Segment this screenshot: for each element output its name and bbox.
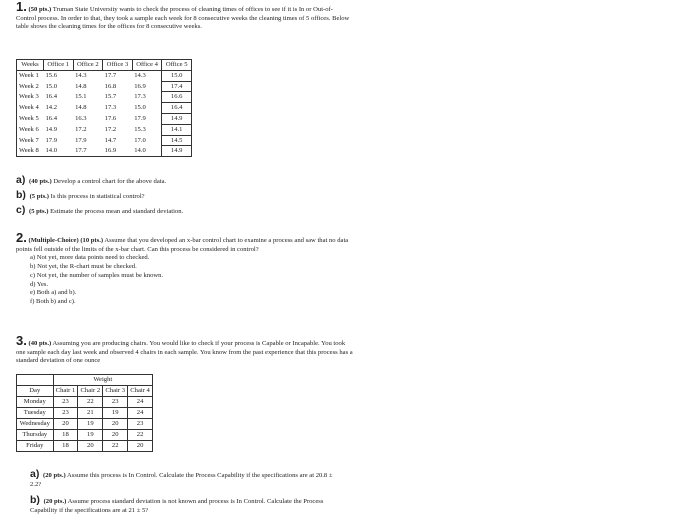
table-cell: 16.6 bbox=[162, 92, 192, 103]
row-label: Tuesday bbox=[17, 408, 54, 419]
table-cell: 23 bbox=[53, 397, 78, 408]
column-header: Weeks bbox=[17, 60, 44, 71]
question-2-options bbox=[16, 254, 351, 306]
table-cell: 14.5 bbox=[162, 135, 192, 146]
table-cell: 21 bbox=[78, 408, 103, 419]
table-group-header-row bbox=[17, 375, 153, 386]
table-header-row bbox=[17, 386, 153, 397]
table-cell: 15.6 bbox=[45, 72, 58, 80]
question-3-text: Assuming you are producing chairs. You would like to check if your process is Capable or Incapable. You took one sample each day last week and observed 4 chairs in each sample. You know from the past experience that this process has a standard deviation of one ounce bbox=[16, 340, 353, 365]
table-cell: 15.1 bbox=[75, 93, 87, 101]
question-1-points: (50 pts.) bbox=[28, 6, 52, 13]
table-cell: 17.9 bbox=[45, 136, 58, 144]
question-1-part-c bbox=[16, 206, 183, 217]
table-cell: 20 bbox=[103, 419, 128, 430]
column-header: Office 3 bbox=[103, 60, 133, 71]
table-row bbox=[17, 408, 153, 419]
table-cell: 24 bbox=[128, 408, 153, 419]
column-header: Chair 3 bbox=[103, 386, 128, 397]
question-2-number: 2. bbox=[16, 230, 27, 245]
option-f: f) Both b) and c). bbox=[30, 297, 76, 305]
table-row bbox=[17, 397, 153, 408]
table-cell: 14.1 bbox=[162, 124, 192, 135]
question-2-points: (Multiple-Choice) (10 pts.) bbox=[28, 237, 104, 244]
part-letter: a) bbox=[16, 174, 26, 186]
question-3 bbox=[16, 333, 356, 366]
column-header: Office 4 bbox=[132, 60, 162, 71]
table-cell: 23 bbox=[53, 408, 78, 419]
table-cell: 17.4 bbox=[162, 81, 192, 92]
part-text: Is this process in statistical control? bbox=[50, 193, 145, 200]
question-3-number: 3. bbox=[16, 333, 27, 348]
part-text: Assume this process is In Control. Calculate the Process Capability if the specifications are at 20.8 ± 2.2? bbox=[30, 472, 333, 488]
table-cell: 14.9 bbox=[162, 113, 192, 124]
cleaning-times-table bbox=[16, 59, 192, 157]
table-row bbox=[17, 113, 192, 124]
option-a: a) Not yet, more data points need to checked. bbox=[30, 254, 150, 262]
part-letter: b) bbox=[30, 494, 40, 506]
table-cell: 15.0 bbox=[162, 70, 192, 81]
row-label: Monday bbox=[17, 397, 54, 408]
option-c: c) Not yet, the number of samples must be known. bbox=[30, 271, 164, 279]
blank-cell bbox=[17, 375, 54, 386]
table-row bbox=[17, 103, 192, 114]
column-header: Chair 1 bbox=[53, 386, 78, 397]
table-cell: 20 bbox=[78, 441, 103, 452]
table-row bbox=[17, 70, 192, 81]
part-letter: b) bbox=[16, 189, 26, 201]
part-points: (5 pts.) bbox=[29, 208, 49, 215]
part-points: (20 pts.) bbox=[43, 472, 66, 479]
table-cell: 22 bbox=[78, 397, 103, 408]
option-d: d) Yes. bbox=[30, 280, 49, 288]
table-cell: 14.7 bbox=[104, 136, 117, 144]
table-row bbox=[17, 430, 153, 441]
table-cell: 16.4 bbox=[45, 93, 58, 101]
part-points: (5 pts.) bbox=[29, 193, 49, 200]
question-3-points: (40 pts.) bbox=[28, 340, 52, 347]
row-label: Week 3 bbox=[19, 93, 39, 101]
group-header: Weight bbox=[53, 375, 152, 386]
part-text: Develop a control chart for the above data. bbox=[53, 178, 167, 185]
row-label: Wednesday bbox=[17, 419, 54, 430]
table-row bbox=[17, 81, 192, 92]
table-cell: 16.4 bbox=[162, 103, 192, 114]
table-cell: 15.0 bbox=[45, 82, 58, 90]
table-cell: 24 bbox=[128, 397, 153, 408]
option-e: e) Both a) and b). bbox=[30, 289, 77, 297]
table-cell: 17.2 bbox=[104, 125, 117, 133]
table-cell: 14.3 bbox=[134, 72, 146, 80]
table-cell: 17.9 bbox=[75, 136, 87, 144]
row-label: Week 6 bbox=[19, 125, 39, 133]
question-1-number: 1. bbox=[16, 0, 27, 14]
table-cell: 17.7 bbox=[104, 72, 117, 80]
row-label: Week 8 bbox=[19, 147, 39, 155]
column-header: Day bbox=[17, 386, 54, 397]
table-cell: 16.9 bbox=[134, 82, 146, 90]
question-1-part-b bbox=[16, 191, 145, 202]
table-row bbox=[17, 441, 153, 452]
table-cell: 23 bbox=[128, 419, 153, 430]
table-cell: 17.3 bbox=[134, 93, 146, 101]
table-row bbox=[17, 419, 153, 430]
part-text: Estimate the process mean and standard deviation. bbox=[50, 208, 184, 215]
table-cell: 16.9 bbox=[104, 147, 117, 155]
table-cell: 17.9 bbox=[134, 115, 146, 123]
table-cell: 14.0 bbox=[45, 147, 58, 155]
table-cell: 17.7 bbox=[75, 147, 87, 155]
table-cell: 14.9 bbox=[45, 125, 58, 133]
chair-weight-table bbox=[16, 374, 153, 452]
column-header: Office 5 bbox=[162, 60, 192, 71]
table-cell: 14.0 bbox=[134, 147, 146, 155]
column-header: Office 1 bbox=[43, 60, 73, 71]
option-b: b) Not yet, the R-chart must be checked. bbox=[30, 263, 137, 271]
table-row bbox=[17, 92, 192, 103]
row-label: Friday bbox=[17, 441, 54, 452]
column-header: Office 2 bbox=[73, 60, 103, 71]
table-cell: 15.0 bbox=[134, 104, 146, 112]
row-label: Week 5 bbox=[19, 115, 39, 123]
table-cell: 23 bbox=[103, 397, 128, 408]
part-points: (40 pts.) bbox=[29, 178, 52, 185]
question-1-part-a bbox=[16, 176, 166, 187]
question-1 bbox=[16, 0, 351, 32]
table-cell: 18 bbox=[53, 441, 78, 452]
table-cell: 17.0 bbox=[134, 136, 146, 144]
row-label: Week 7 bbox=[19, 136, 39, 144]
table-cell: 17.3 bbox=[104, 104, 117, 112]
table-cell: 15.7 bbox=[104, 93, 117, 101]
table-cell: 20 bbox=[103, 430, 128, 441]
table-cell: 20 bbox=[53, 419, 78, 430]
question-3-part-b bbox=[30, 496, 340, 515]
table-row bbox=[17, 124, 192, 135]
table-cell: 16.8 bbox=[104, 82, 117, 90]
table-row bbox=[17, 135, 192, 146]
table-cell: 19 bbox=[103, 408, 128, 419]
table-row bbox=[17, 146, 192, 157]
table-cell: 17.6 bbox=[104, 115, 117, 123]
table-cell: 14.8 bbox=[75, 82, 87, 90]
table-cell: 16.4 bbox=[45, 115, 58, 123]
part-text: Assume process standard deviation is not known and process is In Control. Calculate the Process Capability if the specifications are at 21 ± 5? bbox=[30, 498, 324, 514]
part-letter: a) bbox=[30, 468, 40, 480]
question-2 bbox=[16, 230, 351, 307]
part-letter: c) bbox=[16, 204, 26, 216]
table-header-row bbox=[17, 60, 192, 71]
table-cell: 22 bbox=[128, 430, 153, 441]
row-label: Thursday bbox=[17, 430, 54, 441]
table-cell: 14.8 bbox=[75, 104, 87, 112]
table-cell: 18 bbox=[53, 430, 78, 441]
part-points: (20 pts.) bbox=[43, 498, 67, 505]
column-header: Chair 2 bbox=[78, 386, 103, 397]
question-1-text: Truman State University wants to check the process of cleaning times of offices to see if it is In or Out-of-Control process. In order to that, they took a sample each week for 8 consecutive weeks the cleaning times of 5 offices. Below table shows the cleaning times for the offices for 8 consecutive weeks. bbox=[16, 6, 350, 31]
table-cell: 14.9 bbox=[162, 146, 192, 157]
table-cell: 16.3 bbox=[75, 115, 87, 123]
column-header: Chair 4 bbox=[128, 386, 153, 397]
table-cell: 22 bbox=[103, 441, 128, 452]
question-3-part-a bbox=[30, 470, 340, 489]
table-cell: 19 bbox=[78, 419, 103, 430]
table-cell: 14.3 bbox=[75, 72, 87, 80]
row-label: Week 4 bbox=[19, 104, 39, 112]
table-cell: 20 bbox=[128, 441, 153, 452]
row-label: Week 1 bbox=[19, 72, 39, 80]
row-label: Week 2 bbox=[19, 82, 39, 90]
table-cell: 19 bbox=[78, 430, 103, 441]
table-cell: 14.2 bbox=[45, 104, 58, 112]
table-cell: 17.2 bbox=[75, 125, 87, 133]
table-cell: 15.3 bbox=[134, 125, 146, 133]
question-2-text: Assume that you developed an x-bar control chart to examine a process and saw that no data points fell outside of the limits of the x-bar chart. Can this process be considered in control? bbox=[16, 237, 349, 253]
